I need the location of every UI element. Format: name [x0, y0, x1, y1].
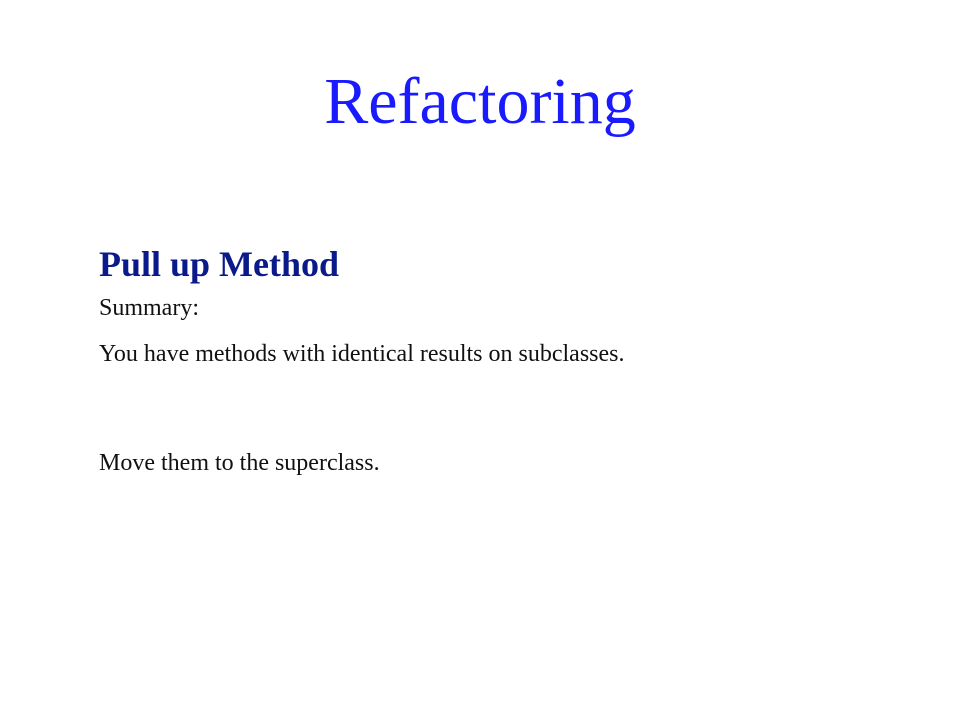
summary-text: You have methods with identical results on subclasses.	[99, 341, 625, 367]
summary-label: Summary:	[99, 295, 199, 321]
slide-content	[99, 240, 679, 480]
section-heading: Pull up Method	[99, 244, 340, 284]
slide-title: Refactoring	[324, 65, 636, 138]
action-text: Move them to the superclass.	[99, 450, 380, 476]
